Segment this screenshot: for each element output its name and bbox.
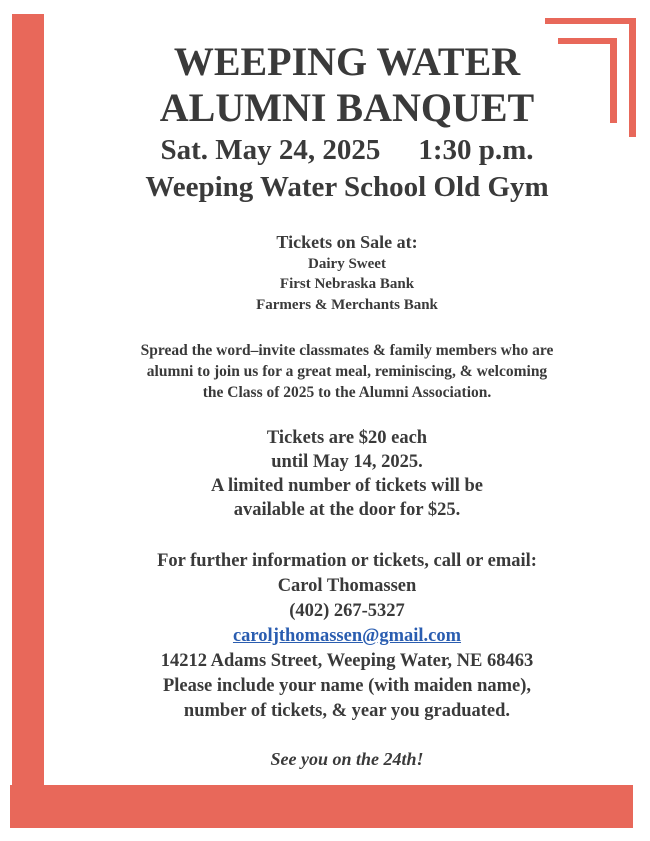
invitation-line: alumni to join us for a great meal, reminiscing, & welcoming: [146, 363, 548, 380]
instructions-line-1: Please include your name (with maiden name),: [162, 676, 532, 696]
invitation-line: Spread the word–invite classmates & family members who are: [140, 342, 554, 359]
title-line-1: WEEPING WATER: [173, 39, 521, 84]
event-datetime: [44, 134, 650, 167]
title-line-2: ALUMNI BANQUET: [159, 85, 535, 130]
sale-location: Dairy Sweet: [308, 256, 386, 272]
sale-location: First Nebraska Bank: [279, 276, 415, 292]
pricing-line: available at the door for $25.: [233, 500, 461, 520]
event-venue: Weeping Water School Old Gym: [145, 171, 549, 203]
contact-phone: (402) 267-5327: [289, 601, 405, 621]
contact-email-row: [44, 626, 650, 647]
event-date: Sat. May 24, 2025: [160, 134, 381, 166]
instructions-line-2: number of tickets, & year you graduated.: [183, 701, 511, 721]
left-accent-bar: [12, 14, 44, 828]
corner-bracket-outer-horizontal: [545, 18, 636, 24]
pricing-line: until May 14, 2025.: [271, 452, 423, 472]
contact-address: 14212 Adams Street, Weeping Water, NE 68463: [160, 651, 534, 671]
contact-name: Carol Thomassen: [277, 576, 417, 596]
pricing-line: Tickets are $20 each: [266, 428, 428, 448]
pricing-line: A limited number of tickets will be: [210, 476, 483, 496]
tickets-sale-heading: Tickets on Sale at:: [276, 232, 418, 252]
sale-location: Farmers & Merchants Bank: [256, 297, 438, 313]
closing-message: See you on the 24th!: [270, 749, 424, 769]
invitation-line: the Class of 2025 to the Alumni Association.: [202, 384, 492, 401]
contact-heading: For further information or tickets, call or email:: [157, 551, 537, 571]
event-time: 1:30 p.m.: [418, 134, 534, 166]
bottom-accent-bar: [10, 785, 633, 828]
contact-email-link[interactable]: caroljthomassen@gmail.com: [232, 626, 462, 646]
